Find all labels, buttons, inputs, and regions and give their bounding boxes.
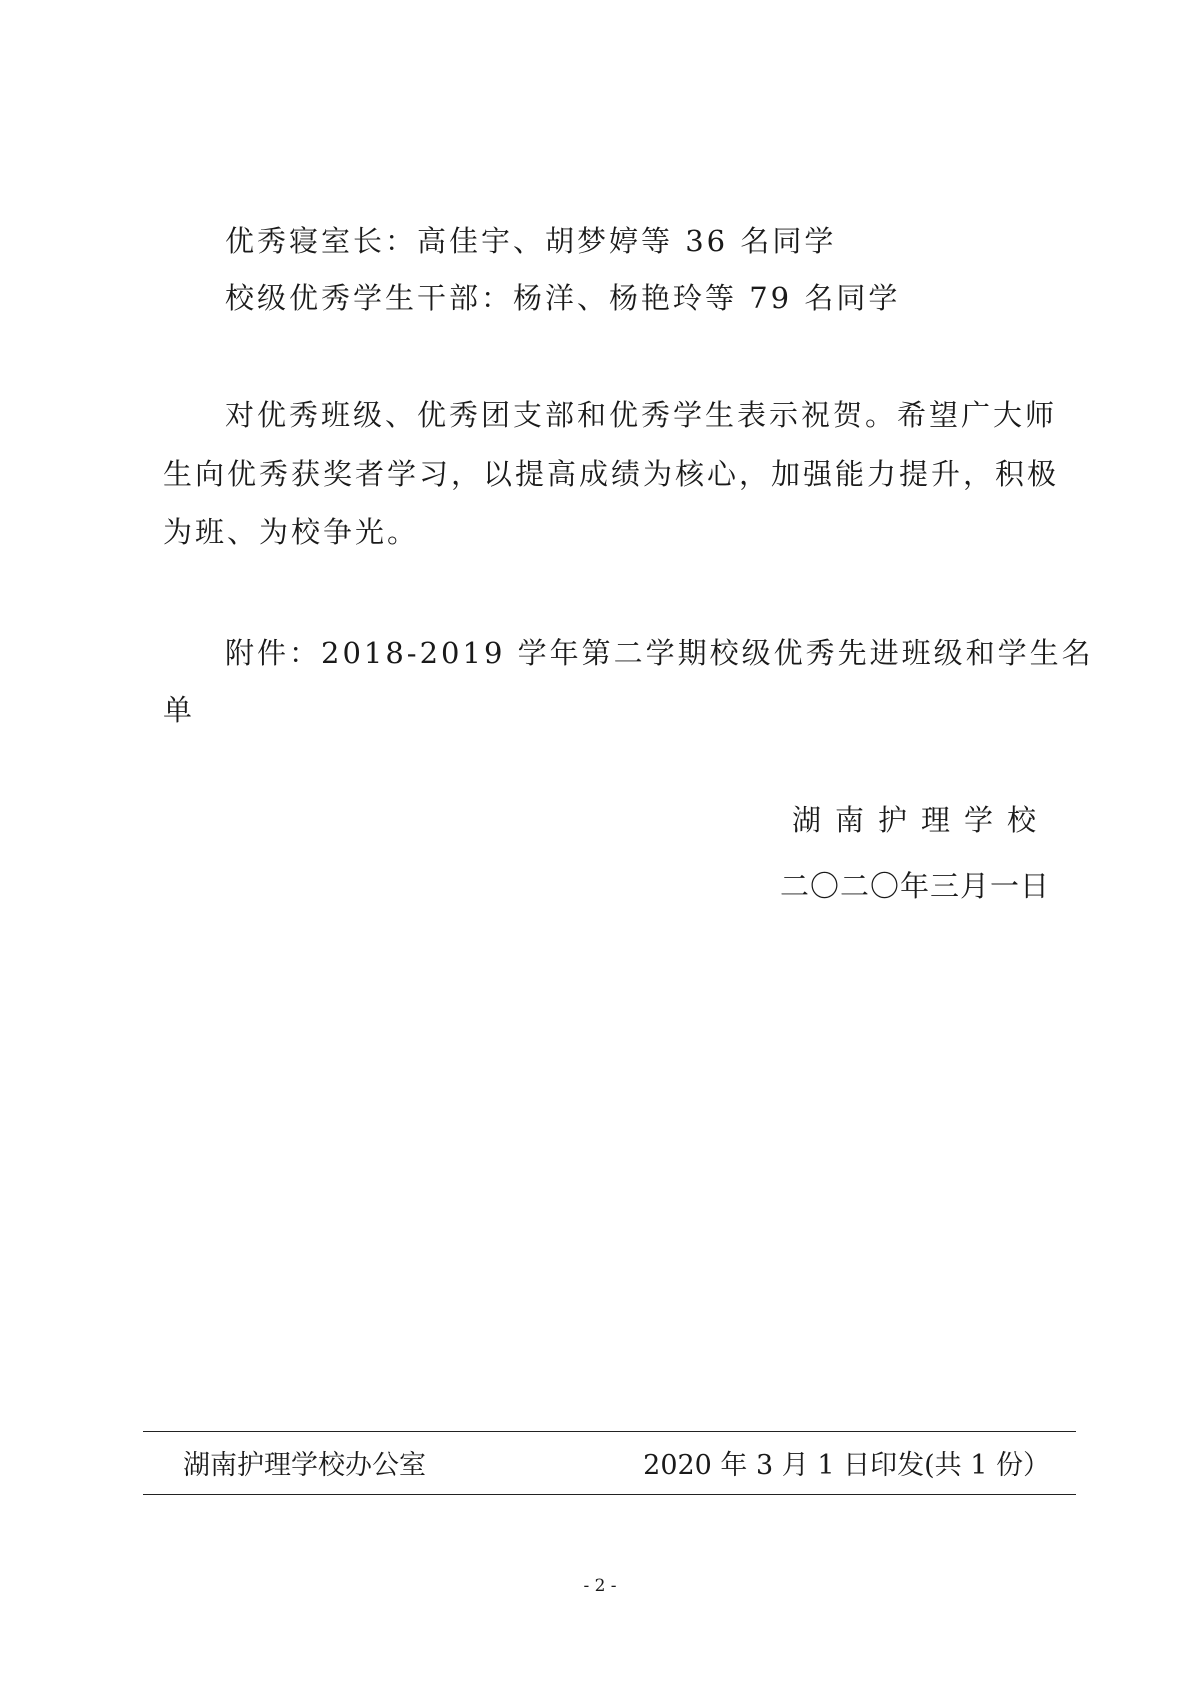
- footer-issuer: 湖南护理学校办公室: [183, 1450, 426, 1481]
- page-number: - 2 -: [583, 1576, 617, 1596]
- footer-bottom-rule: [143, 1494, 1076, 1495]
- footer-top-rule: [143, 1431, 1076, 1432]
- congrats-paragraph-line-1: 对优秀班级、优秀团支部和优秀学生表示祝贺。希望广大师: [225, 398, 1058, 432]
- dorm-leaders-line: 优秀寝室长：高佳宇、胡梦婷等 36 名同学: [225, 224, 837, 258]
- attachment-line-1: 附件：2018-2019 学年第二学期校级优秀先进班级和学生名: [225, 636, 1094, 670]
- signature-organization: 湖南护理学校: [791, 803, 1050, 837]
- attachment-line-2: 单: [163, 693, 196, 727]
- student-cadres-line: 校级优秀学生干部：杨洋、杨艳玲等 79 名同学: [225, 281, 901, 315]
- footer-print-info: 2020 年 3 月 1 日印发(共 1 份）: [643, 1450, 1050, 1481]
- signature-date: 二〇二〇年三月一日: [779, 869, 1050, 903]
- congrats-paragraph-line-3: 为班、为校争光。: [163, 515, 420, 549]
- congrats-paragraph-line-2: 生向优秀获奖者学习，以提高成绩为核心，加强能力提升，积极: [163, 457, 1060, 491]
